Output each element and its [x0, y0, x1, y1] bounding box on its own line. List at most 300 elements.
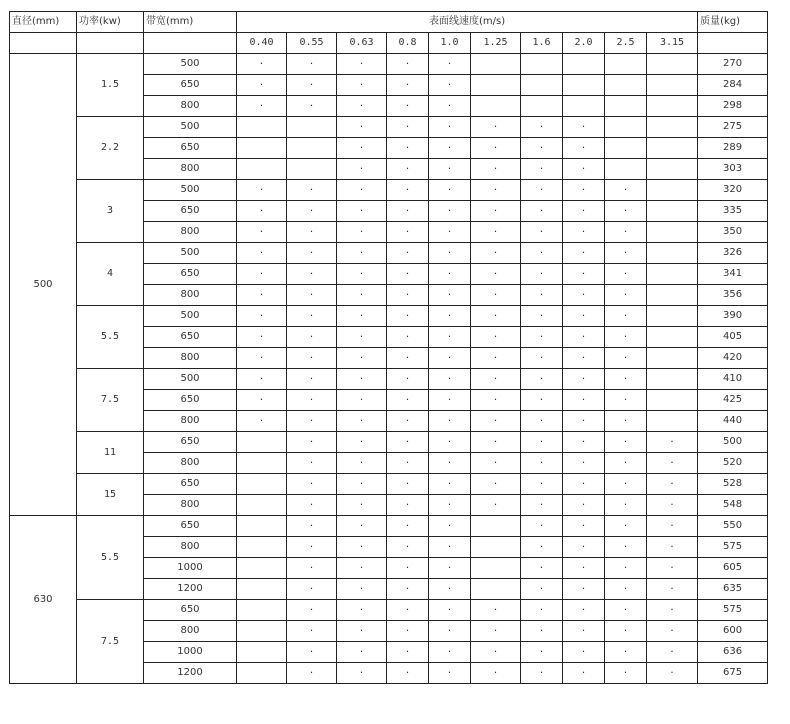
empty-cell	[563, 54, 605, 75]
header-mass: 质量(kg)	[698, 12, 768, 33]
availability-dot: ·	[521, 474, 563, 495]
empty-cell	[237, 642, 287, 663]
empty-cell	[647, 117, 698, 138]
empty-cell	[471, 558, 521, 579]
table-row	[10, 474, 768, 495]
power-cell: 5.5	[77, 516, 144, 600]
mass-cell: 500	[698, 432, 768, 453]
availability-dot: ·	[471, 264, 521, 285]
availability-dot: ·	[429, 474, 471, 495]
availability-dot: ·	[429, 264, 471, 285]
availability-dot: ·	[429, 642, 471, 663]
belt-width-cell: 500	[144, 306, 237, 327]
availability-dot: ·	[605, 516, 647, 537]
availability-dot: ·	[337, 75, 387, 96]
availability-dot: ·	[521, 285, 563, 306]
availability-dot: ·	[337, 54, 387, 75]
availability-dot: ·	[429, 327, 471, 348]
availability-dot: ·	[605, 327, 647, 348]
availability-dot: ·	[521, 201, 563, 222]
availability-dot: ·	[387, 516, 429, 537]
availability-dot: ·	[429, 243, 471, 264]
mass-cell: 298	[698, 96, 768, 117]
availability-dot: ·	[237, 75, 287, 96]
availability-dot: ·	[387, 75, 429, 96]
availability-dot: ·	[237, 285, 287, 306]
mass-cell: 275	[698, 117, 768, 138]
availability-dot: ·	[563, 495, 605, 516]
empty-cell	[237, 159, 287, 180]
availability-dot: ·	[387, 432, 429, 453]
availability-dot: ·	[287, 537, 337, 558]
mass-cell: 320	[698, 180, 768, 201]
availability-dot: ·	[429, 411, 471, 432]
availability-dot: ·	[287, 306, 337, 327]
table-row	[10, 369, 768, 390]
availability-dot: ·	[521, 558, 563, 579]
availability-dot: ·	[605, 474, 647, 495]
speed-header: 3.15	[647, 33, 698, 54]
power-cell: 1.5	[77, 54, 144, 117]
availability-dot: ·	[471, 474, 521, 495]
table-row	[10, 306, 768, 327]
availability-dot: ·	[471, 390, 521, 411]
availability-dot: ·	[287, 75, 337, 96]
table-row	[10, 54, 768, 75]
availability-dot: ·	[387, 558, 429, 579]
availability-dot: ·	[521, 495, 563, 516]
availability-dot: ·	[287, 327, 337, 348]
availability-dot: ·	[471, 201, 521, 222]
speed-header: 0.63	[337, 33, 387, 54]
empty-cell	[237, 537, 287, 558]
availability-dot: ·	[387, 243, 429, 264]
availability-dot: ·	[471, 138, 521, 159]
speed-header: 1.6	[521, 33, 563, 54]
availability-dot: ·	[563, 159, 605, 180]
empty-cell	[647, 222, 698, 243]
availability-dot: ·	[337, 201, 387, 222]
availability-dot: ·	[647, 474, 698, 495]
power-cell: 5.5	[77, 306, 144, 369]
mass-cell: 270	[698, 54, 768, 75]
belt-width-cell: 650	[144, 138, 237, 159]
availability-dot: ·	[471, 411, 521, 432]
availability-dot: ·	[563, 579, 605, 600]
belt-width-cell: 800	[144, 537, 237, 558]
mass-cell: 520	[698, 453, 768, 474]
diameter-cell: 500	[10, 54, 77, 516]
availability-dot: ·	[287, 54, 337, 75]
availability-dot: ·	[287, 180, 337, 201]
availability-dot: ·	[429, 621, 471, 642]
availability-dot: ·	[429, 558, 471, 579]
availability-dot: ·	[647, 579, 698, 600]
empty-cell	[287, 159, 337, 180]
mass-cell: 350	[698, 222, 768, 243]
availability-dot: ·	[337, 264, 387, 285]
availability-dot: ·	[521, 348, 563, 369]
availability-dot: ·	[563, 642, 605, 663]
availability-dot: ·	[647, 621, 698, 642]
availability-dot: ·	[521, 642, 563, 663]
availability-dot: ·	[471, 348, 521, 369]
availability-dot: ·	[563, 453, 605, 474]
availability-dot: ·	[387, 264, 429, 285]
empty-cell	[647, 243, 698, 264]
availability-dot: ·	[563, 537, 605, 558]
availability-dot: ·	[563, 201, 605, 222]
availability-dot: ·	[337, 96, 387, 117]
availability-dot: ·	[429, 663, 471, 684]
availability-dot: ·	[429, 495, 471, 516]
mass-cell: 356	[698, 285, 768, 306]
availability-dot: ·	[563, 117, 605, 138]
availability-dot: ·	[563, 306, 605, 327]
availability-dot: ·	[429, 306, 471, 327]
availability-dot: ·	[237, 54, 287, 75]
availability-dot: ·	[521, 663, 563, 684]
availability-dot: ·	[337, 432, 387, 453]
empty-cell	[237, 579, 287, 600]
availability-dot: ·	[337, 411, 387, 432]
availability-dot: ·	[471, 243, 521, 264]
empty-cell	[237, 495, 287, 516]
empty-cell	[647, 159, 698, 180]
availability-dot: ·	[471, 432, 521, 453]
availability-dot: ·	[337, 117, 387, 138]
empty-cell	[647, 348, 698, 369]
availability-dot: ·	[287, 369, 337, 390]
header-belt-width: 带宽(mm)	[144, 12, 237, 33]
power-cell: 7.5	[77, 369, 144, 432]
empty-cell	[647, 285, 698, 306]
availability-dot: ·	[563, 222, 605, 243]
empty-cell	[647, 306, 698, 327]
mass-cell: 440	[698, 411, 768, 432]
belt-width-cell: 650	[144, 75, 237, 96]
power-cell: 3	[77, 180, 144, 243]
availability-dot: ·	[387, 474, 429, 495]
availability-dot: ·	[287, 243, 337, 264]
availability-dot: ·	[471, 495, 521, 516]
power-cell: 2.2	[77, 117, 144, 180]
belt-width-cell: 500	[144, 180, 237, 201]
belt-width-cell: 800	[144, 495, 237, 516]
availability-dot: ·	[563, 411, 605, 432]
availability-dot: ·	[521, 516, 563, 537]
availability-dot: ·	[471, 117, 521, 138]
availability-dot: ·	[287, 579, 337, 600]
availability-dot: ·	[605, 285, 647, 306]
availability-dot: ·	[387, 642, 429, 663]
availability-dot: ·	[237, 411, 287, 432]
availability-dot: ·	[387, 285, 429, 306]
availability-dot: ·	[337, 579, 387, 600]
empty-cell	[647, 390, 698, 411]
availability-dot: ·	[237, 243, 287, 264]
header-speed: 表面线速度(m/s)	[237, 12, 698, 33]
availability-dot: ·	[429, 159, 471, 180]
availability-dot: ·	[387, 600, 429, 621]
speed-header: 2.5	[605, 33, 647, 54]
availability-dot: ·	[337, 600, 387, 621]
empty-cell	[647, 327, 698, 348]
availability-dot: ·	[471, 159, 521, 180]
speed-header: 0.40	[237, 33, 287, 54]
availability-dot: ·	[563, 369, 605, 390]
availability-dot: ·	[521, 159, 563, 180]
availability-dot: ·	[337, 285, 387, 306]
spec-table	[9, 11, 768, 684]
availability-dot: ·	[471, 180, 521, 201]
empty-cell	[471, 579, 521, 600]
availability-dot: ·	[605, 558, 647, 579]
availability-dot: ·	[337, 159, 387, 180]
belt-width-cell: 800	[144, 222, 237, 243]
availability-dot: ·	[429, 369, 471, 390]
availability-dot: ·	[237, 390, 287, 411]
availability-dot: ·	[521, 600, 563, 621]
availability-dot: ·	[387, 663, 429, 684]
availability-dot: ·	[521, 537, 563, 558]
availability-dot: ·	[471, 621, 521, 642]
belt-width-cell: 650	[144, 474, 237, 495]
availability-dot: ·	[387, 138, 429, 159]
belt-width-cell: 1000	[144, 642, 237, 663]
availability-dot: ·	[287, 201, 337, 222]
availability-dot: ·	[471, 453, 521, 474]
mass-cell: 390	[698, 306, 768, 327]
availability-dot: ·	[647, 453, 698, 474]
availability-dot: ·	[521, 243, 563, 264]
availability-dot: ·	[337, 138, 387, 159]
availability-dot: ·	[563, 390, 605, 411]
availability-dot: ·	[337, 327, 387, 348]
availability-dot: ·	[521, 222, 563, 243]
availability-dot: ·	[429, 54, 471, 75]
belt-width-cell: 1000	[144, 558, 237, 579]
empty-cell	[605, 54, 647, 75]
availability-dot: ·	[387, 453, 429, 474]
availability-dot: ·	[605, 579, 647, 600]
empty-cell	[237, 558, 287, 579]
mass-cell: 675	[698, 663, 768, 684]
availability-dot: ·	[387, 222, 429, 243]
availability-dot: ·	[563, 558, 605, 579]
availability-dot: ·	[287, 600, 337, 621]
availability-dot: ·	[287, 96, 337, 117]
availability-dot: ·	[521, 432, 563, 453]
availability-dot: ·	[521, 411, 563, 432]
availability-dot: ·	[647, 642, 698, 663]
empty-cell	[647, 96, 698, 117]
empty-cell	[647, 411, 698, 432]
empty-cell	[605, 117, 647, 138]
availability-dot: ·	[337, 306, 387, 327]
availability-dot: ·	[429, 222, 471, 243]
availability-dot: ·	[429, 285, 471, 306]
empty-cell	[605, 96, 647, 117]
availability-dot: ·	[471, 327, 521, 348]
availability-dot: ·	[521, 579, 563, 600]
power-cell: 11	[77, 432, 144, 474]
header-power: 功率(kw)	[77, 12, 144, 33]
belt-width-cell: 800	[144, 453, 237, 474]
availability-dot: ·	[563, 180, 605, 201]
availability-dot: ·	[237, 222, 287, 243]
availability-dot: ·	[337, 516, 387, 537]
availability-dot: ·	[605, 537, 647, 558]
availability-dot: ·	[647, 663, 698, 684]
availability-dot: ·	[471, 369, 521, 390]
availability-dot: ·	[471, 306, 521, 327]
belt-width-cell: 650	[144, 201, 237, 222]
availability-dot: ·	[521, 390, 563, 411]
availability-dot: ·	[387, 306, 429, 327]
availability-dot: ·	[287, 474, 337, 495]
availability-dot: ·	[429, 96, 471, 117]
availability-dot: ·	[237, 96, 287, 117]
mass-cell: 341	[698, 264, 768, 285]
availability-dot: ·	[605, 432, 647, 453]
availability-dot: ·	[563, 264, 605, 285]
empty-cell	[471, 537, 521, 558]
empty-cell	[237, 432, 287, 453]
belt-width-cell: 500	[144, 117, 237, 138]
availability-dot: ·	[605, 180, 647, 201]
availability-dot: ·	[521, 264, 563, 285]
availability-dot: ·	[237, 201, 287, 222]
empty-cell	[521, 54, 563, 75]
availability-dot: ·	[471, 285, 521, 306]
availability-dot: ·	[429, 579, 471, 600]
belt-width-cell: 650	[144, 327, 237, 348]
belt-width-cell: 800	[144, 96, 237, 117]
empty-cell	[237, 117, 287, 138]
availability-dot: ·	[563, 327, 605, 348]
mass-cell: 550	[698, 516, 768, 537]
belt-width-cell: 800	[144, 285, 237, 306]
availability-dot: ·	[337, 180, 387, 201]
belt-width-cell: 650	[144, 432, 237, 453]
availability-dot: ·	[605, 390, 647, 411]
availability-dot: ·	[337, 495, 387, 516]
availability-dot: ·	[563, 348, 605, 369]
availability-dot: ·	[337, 453, 387, 474]
power-cell: 4	[77, 243, 144, 306]
header-diameter: 直径(mm)	[10, 12, 77, 33]
availability-dot: ·	[237, 327, 287, 348]
mass-cell: 636	[698, 642, 768, 663]
table-row	[10, 600, 768, 621]
availability-dot: ·	[429, 117, 471, 138]
availability-dot: ·	[287, 621, 337, 642]
availability-dot: ·	[521, 117, 563, 138]
availability-dot: ·	[563, 474, 605, 495]
belt-width-cell: 800	[144, 411, 237, 432]
empty-cell	[605, 75, 647, 96]
mass-cell: 303	[698, 159, 768, 180]
availability-dot: ·	[337, 390, 387, 411]
empty-cell	[237, 516, 287, 537]
availability-dot: ·	[471, 222, 521, 243]
empty-cell	[237, 453, 287, 474]
speed-header: 1.0	[429, 33, 471, 54]
belt-width-cell: 800	[144, 159, 237, 180]
availability-dot: ·	[287, 495, 337, 516]
belt-width-cell: 500	[144, 54, 237, 75]
availability-dot: ·	[387, 495, 429, 516]
empty-cell	[471, 516, 521, 537]
speed-row-spacer	[144, 33, 237, 54]
availability-dot: ·	[563, 138, 605, 159]
availability-dot: ·	[337, 642, 387, 663]
table-row	[10, 243, 768, 264]
diameter-cell: 630	[10, 516, 77, 684]
availability-dot: ·	[337, 243, 387, 264]
table-row	[10, 117, 768, 138]
availability-dot: ·	[563, 285, 605, 306]
mass-cell: 420	[698, 348, 768, 369]
empty-cell	[647, 201, 698, 222]
availability-dot: ·	[605, 411, 647, 432]
availability-dot: ·	[387, 411, 429, 432]
mass-cell: 575	[698, 537, 768, 558]
availability-dot: ·	[287, 516, 337, 537]
speed-row-spacer	[698, 33, 768, 54]
availability-dot: ·	[647, 600, 698, 621]
empty-cell	[647, 369, 698, 390]
availability-dot: ·	[337, 558, 387, 579]
empty-cell	[237, 621, 287, 642]
availability-dot: ·	[287, 348, 337, 369]
empty-cell	[647, 54, 698, 75]
empty-cell	[647, 264, 698, 285]
availability-dot: ·	[563, 600, 605, 621]
availability-dot: ·	[387, 390, 429, 411]
availability-dot: ·	[605, 222, 647, 243]
availability-dot: ·	[337, 537, 387, 558]
availability-dot: ·	[605, 453, 647, 474]
belt-width-cell: 650	[144, 516, 237, 537]
empty-cell	[563, 96, 605, 117]
header-row	[10, 12, 768, 33]
availability-dot: ·	[605, 243, 647, 264]
availability-dot: ·	[237, 264, 287, 285]
availability-dot: ·	[605, 369, 647, 390]
availability-dot: ·	[287, 285, 337, 306]
availability-dot: ·	[337, 621, 387, 642]
belt-width-cell: 650	[144, 390, 237, 411]
availability-dot: ·	[471, 600, 521, 621]
empty-cell	[471, 96, 521, 117]
availability-dot: ·	[429, 180, 471, 201]
empty-cell	[237, 600, 287, 621]
availability-dot: ·	[387, 54, 429, 75]
empty-cell	[287, 117, 337, 138]
empty-cell	[605, 138, 647, 159]
mass-cell: 289	[698, 138, 768, 159]
mass-cell: 600	[698, 621, 768, 642]
availability-dot: ·	[563, 621, 605, 642]
availability-dot: ·	[387, 117, 429, 138]
power-cell: 15	[77, 474, 144, 516]
availability-dot: ·	[387, 348, 429, 369]
availability-dot: ·	[521, 369, 563, 390]
availability-dot: ·	[387, 201, 429, 222]
power-cell: 7.5	[77, 600, 144, 684]
